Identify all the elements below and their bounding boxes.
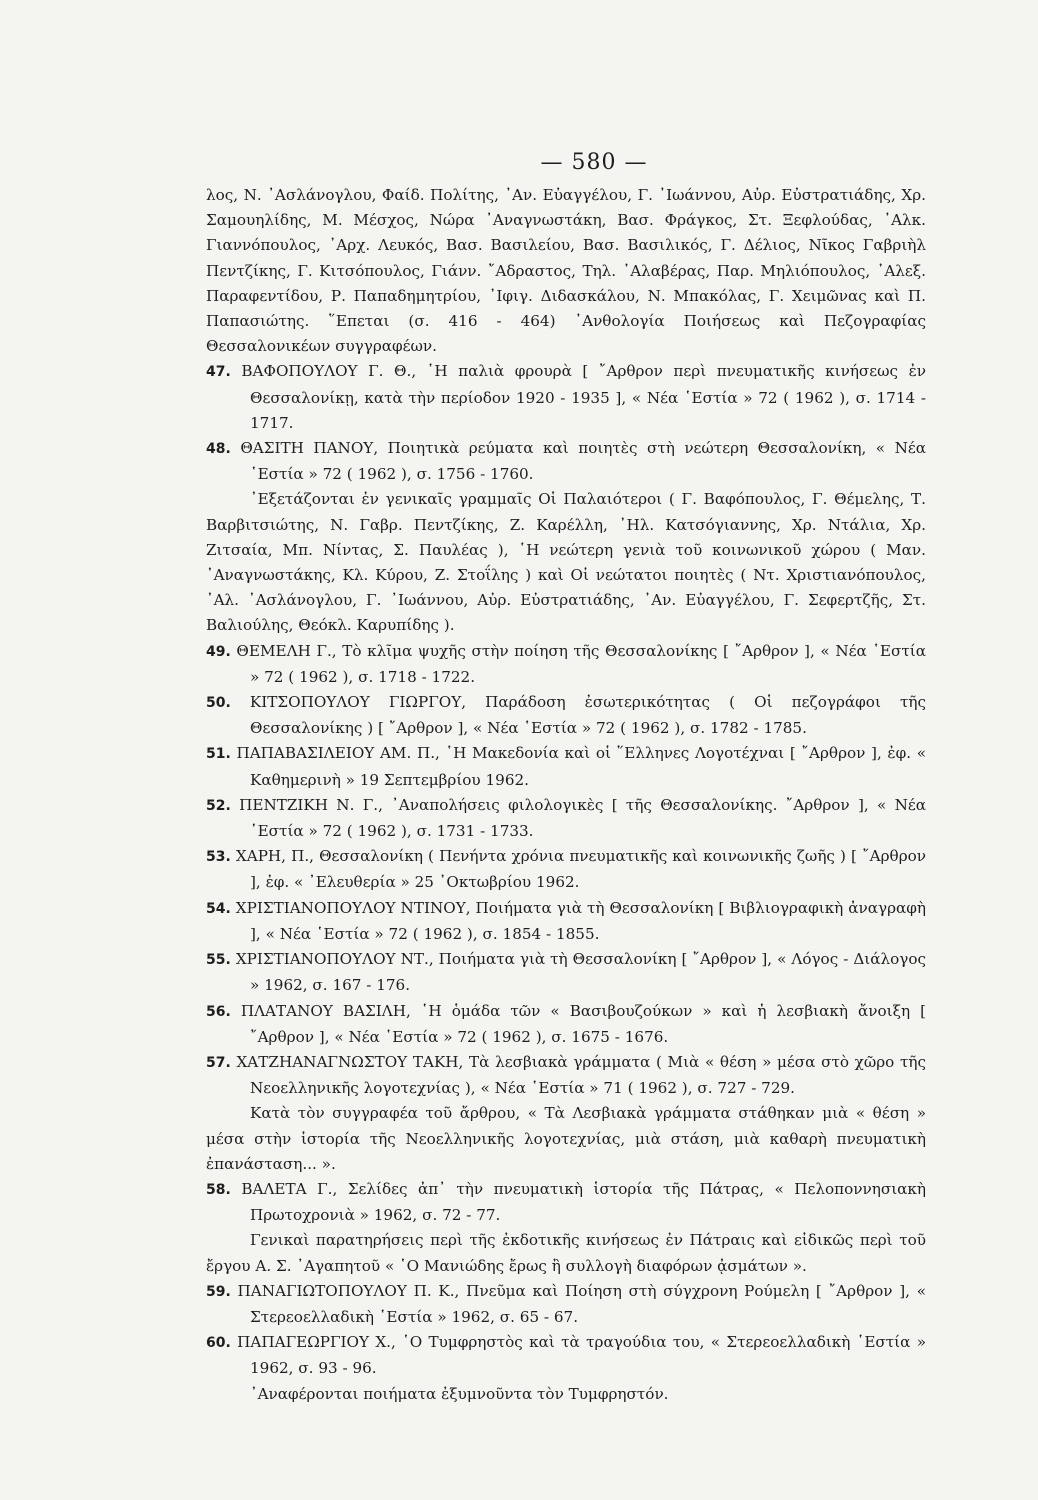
- entry-48: [206, 436, 926, 487]
- entry-number: 58.: [206, 1181, 231, 1198]
- entry-48-note: ᾿Εξετάζονται ἐν γενικαῖς γραμμαῖς Οἱ Παλαιότεροι ( Γ. Βαφόπουλος, Γ. Θέμελης, Τ. Βαρβιτσιώτης, Ν. Γαβρ. Πεντζίκης, Ζ. Καρέλλη, ᾿Ηλ. Κατσόγιαννης, Χρ. Ντάλια, Χρ. Ζιτσαία, Μπ. Νίντας, Σ. Παυλέας ), ῾Η νεώτερη γενιὰ τοῦ κοινωνικοῦ χώρου ( Μαν. ᾿Αναγνωστάκης, Κλ. Κύρου, Ζ. Στοΐλης ) καὶ Οἱ νεώτατοι ποιητὲς ( Ντ. Χριστιανόπουλος, ᾿Αλ. ᾿Ασλάνογλου, Γ. ᾿Ιωάννου, Αὐρ. Εὐστρατιάδης, ᾿Αν. Εὐαγγέλου, Γ. Σεφερτζῆς, Στ. Βαλιούλης, Θεόκλ. Καρυπίδης ).: [206, 490, 926, 635]
- entry-text: ΠΑΠΑΓΕΩΡΓΙΟΥ Χ., ῾Ο Τυμφρηστὸς καὶ τὰ τραγούδια του, « Στερεοελλαδικὴ ῾Εστία » 1962, σ. 93 - 96.: [237, 1333, 926, 1378]
- entry-text: ΠΑΠΑΒΑΣΙΛΕΙΟΥ ΑΜ. Π., ῾Η Μακεδονία καὶ οἱ ῞Ελληνες Λογοτέχναι [ ῎Αρθρον ], ἐφ. « Καθημερινὴ » 19 Σεπτεμβρίου 1962.: [236, 744, 926, 789]
- entry-number: 59.: [206, 1283, 231, 1300]
- entry-47: [206, 359, 926, 436]
- entry-text: ΠΕΝΤΖΙΚΗ Ν. Γ., ᾿Αναπολήσεις φιλολογικὲς [ τῆς Θεσσαλονίκης. ῎Αρθρον ], « Νέα ῾Εστία » 72 ( 1962 ), σ. 1731 - 1733.: [239, 795, 926, 841]
- entry-number: 49.: [206, 643, 231, 660]
- entry-number: 56.: [206, 1003, 231, 1020]
- entry-59: [206, 1279, 926, 1330]
- page-number: — 580 —: [540, 150, 648, 175]
- entry-text: ΠΛΑΤΑΝΟΥ ΒΑΣΙΛΗ, ῾Η ὁμάδα τῶν « Βασιβουζούκων » καὶ ἡ λεσβιακὴ ἄνοιξη [ ῎Αρθρον ], « Νέα ῾Εστία » 72 ( 1962 ), σ. 1675 - 1676.: [240, 1001, 926, 1046]
- entry-53: [206, 844, 926, 895]
- entry-number: 54.: [206, 900, 231, 917]
- entry-55: [206, 947, 926, 998]
- entry-number: 48.: [206, 441, 231, 458]
- entry-number: 57.: [206, 1054, 231, 1071]
- entry-number: 53.: [206, 849, 231, 866]
- entry-number: 55.: [206, 952, 231, 969]
- entry-number: 60.: [206, 1335, 231, 1352]
- entry-number: 51.: [206, 746, 231, 763]
- entry-number: 52.: [206, 797, 231, 814]
- entry-60-note: ᾿Αναφέρονται ποιήματα ἐξυμνοῦντα τὸν Τυμφρηστόν.: [250, 1384, 669, 1403]
- entry-51: [206, 741, 926, 792]
- entry-49: [206, 639, 926, 690]
- bibliography-text: [206, 183, 926, 1407]
- entry-text: ΧΑΤΖΗΑΝΑΓΝΩΣΤΟΥ ΤΑΚΗ, Τὰ λεσβιακὰ γράμματα ( Μιὰ « θέση » μέσα στὸ χῶρο τῆς Νεοελληνικῆς λογοτεχνίας ), « Νέα ῾Εστία » 71 ( 1962 ), σ. 727 - 729.: [236, 1052, 926, 1098]
- entry-text: ΘΑΣΙΤΗ ΠΑΝΟΥ, Ποιητικὰ ρεύματα καὶ ποιητὲς στὴ νεώτερη Θεσσαλονίκη, « Νέα ῾Εστία » 72 ( 1962 ), σ. 1756 - 1760.: [240, 439, 926, 484]
- entry-57-note: Κατὰ τὸν συγγραφέα τοῦ ἄρθρου, « Τὰ Λεσβιακὰ γράμματα στάθηκαν μιὰ « θέση » μέσα στὴν ἱστορία τῆς Νεοελληνικῆς λογοτεχνίας, μιὰ στάση, μιὰ καθαρὴ πνευματικὴ ἐπανάσταση... ».: [206, 1104, 926, 1173]
- entry-number: 47.: [206, 364, 231, 381]
- entry-56: [206, 999, 926, 1050]
- entry-text: ΚΙΤΣΟΠΟΥΛΟΥ ΓΙΩΡΓΟΥ, Παράδοση ἐσωτερικότητας ( Οἱ πεζογράφοι τῆς Θεσσαλονίκης ) [ ῎Αρθρον ], « Νέα ῾Εστία » 72 ( 1962 ), σ. 1782 - 1785.: [249, 693, 927, 738]
- entry-text: ΠΑΝΑΓΙΩΤΟΠΟΥΛΟΥ Π. Κ., Πνεῦμα καὶ Ποίηση στὴ σύγχρονη Ρούμελη [ ῎Αρθρον ], « Στερεοελλαδικὴ ῾Εστία » 1962, σ. 65 - 67.: [237, 1281, 926, 1326]
- entry-text: ΧΡΙΣΤΙΑΝΟΠΟΥΛΟΥ ΝΤ., Ποιήματα γιὰ τὴ Θεσσαλονίκη [ ῎Αρθρον ], « Λόγος - Διάλογος » 1962, σ. 167 - 176.: [235, 950, 926, 995]
- entry-58: [206, 1177, 926, 1228]
- entry-57: [206, 1050, 926, 1101]
- entry-text: ΒΑΦΟΠΟΥΛΟΥ Γ. Θ., ῾Η παλιὰ φρουρὰ [ ῎Αρθρον περὶ πνευματικῆς κινήσεως ἐν Θεσσαλονίκῃ, κατὰ τὴν περίοδον 1920 - 1935 ], « Νέα ῾Εστία » 72 ( 1962 ), σ. 1714 - 1717.: [241, 362, 927, 432]
- entry-60: [206, 1330, 926, 1381]
- entry-50: [206, 690, 926, 741]
- intro-paragraph: λος, Ν. ᾿Ασλάνογλου, Φαίδ. Πολίτης, ᾿Αν. Εὐαγγέλου, Γ. ᾿Ιωάννου, Αὐρ. Εὐστρατιάδης, Χρ. Σαμουηλίδης, Μ. Μέσχος, Νώρα ᾿Αναγνωστάκη, Βασ. Φράγκος, Στ. Ξεφλούδας, ᾿Αλκ. Γιαννόπουλος, ᾿Αρχ. Λευκός, Βασ. Βασιλείου, Βασ. Βασιλικός, Γ. Δέλιος, Νῖκος Γαβριὴλ Πεντζίκης, Γ. Κιτσόπουλος, Γιάνν. ῎Αδραστος, Τηλ. ᾿Αλαβέρας, Παρ. Μηλιόπουλος, ᾿Αλεξ. Παραφεντίδου, Ρ. Παπαδημητρίου, ᾿Ιφιγ. Διδασκάλου, Ν. Μπακόλας, Γ. Χειμῶνας καὶ Π. Παπασιώτης. ῞Επεται (σ. 416 - 464) ᾿Ανθολογία Ποιήσεως καὶ Πεζογραφίας Θεσσαλονικέων συγγραφέων.: [206, 186, 926, 356]
- entry-text: ΧΑΡΗ, Π., Θεσσαλονίκη ( Πενήντα χρόνια πνευματικῆς καὶ κοινωνικῆς ζωῆς ) [ ῎Αρθρον ], ἐφ. « ᾿Ελευθερία » 25 ᾿Οκτωβρίου 1962.: [235, 847, 927, 892]
- entry-58-note: Γενικαὶ παρατηρήσεις περὶ τῆς ἐκδοτικῆς κινήσεως ἐν Πάτραις καὶ εἰδικῶς περὶ τοῦ ἔργου Α. Σ. ᾿Αγαπητοῦ « ῾Ο Μανιώδης ἔρως ἢ συλλογὴ διαφόρων ᾀσμάτων ».: [206, 1231, 926, 1275]
- entry-52: [206, 793, 926, 844]
- entry-number: 50.: [206, 695, 231, 712]
- entry-text: ΘΕΜΕΛΗ Γ., Τὸ κλῖμα ψυχῆς στὴν ποίηση τῆς Θεσσαλονίκης [ ῎Αρθρον ], « Νέα ῾Εστία » 72 ( 1962 ), σ. 1718 - 1722.: [236, 641, 926, 686]
- entry-text: ΒΑΛΕΤΑ Γ., Σελίδες ἀπ᾿ τὴν πνευματικὴ ἱστορία τῆς Πάτρας, « Πελοποννησιακὴ Πρωτοχρονιὰ » 1962, σ. 72 - 77.: [241, 1179, 926, 1225]
- entry-54: [206, 896, 926, 947]
- entry-text: ΧΡΙΣΤΙΑΝΟΠΟΥΛΟΥ ΝΤΙΝΟΥ, Ποιήματα γιὰ τὴ Θεσσαλονίκη [ Βιβλιογραφικὴ ἀναγραφὴ ], « Νέα ῾Εστία » 72 ( 1962 ), σ. 1854 - 1855.: [235, 898, 926, 943]
